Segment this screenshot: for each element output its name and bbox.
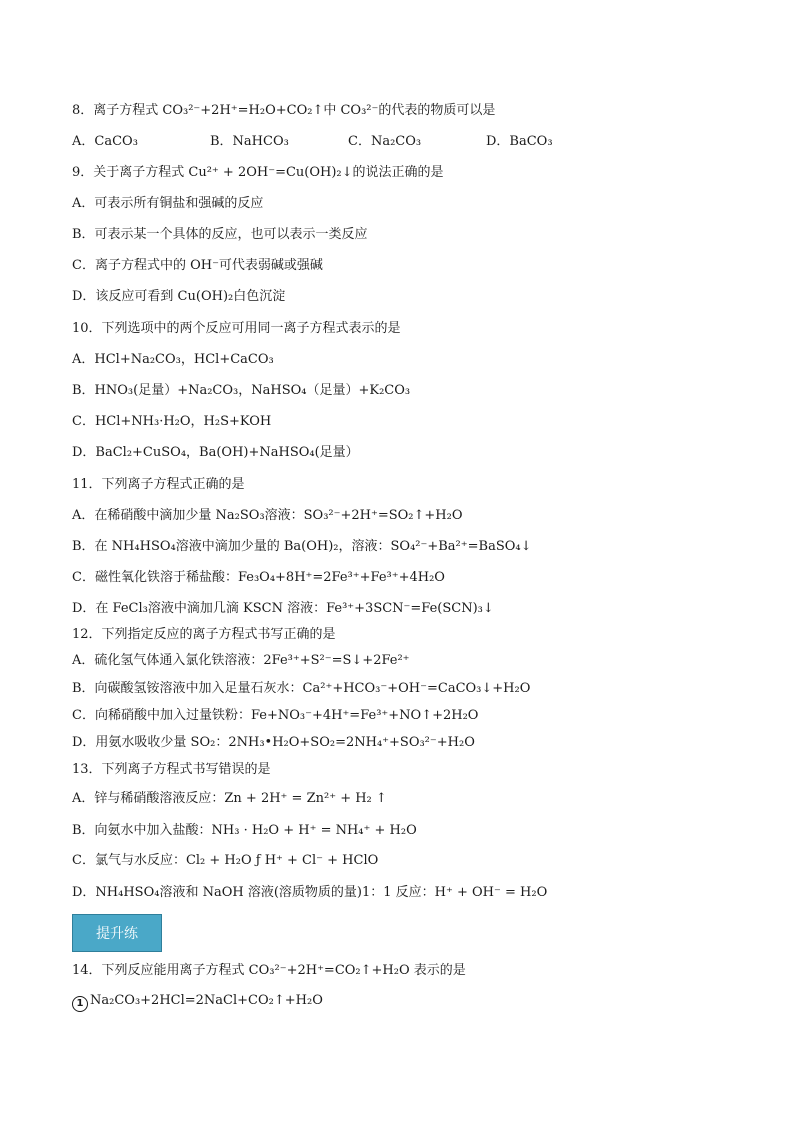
q13-option-a: A．锌与稀硝酸溶液反应：Zn + 2H⁺ = Zn²⁺ + H₂ ↑ xyxy=(72,791,387,806)
q9-option-a: A．可表示所有铜盐和强碱的反应 xyxy=(72,196,264,211)
q13-option-c: C．氯气与水反应：Cl₂ + H₂O ƒ H⁺ + Cl⁻ + HClO xyxy=(72,853,379,868)
question-13-stem: 13．下列离子方程式书写错误的是 xyxy=(72,762,271,777)
q9-option-d: D．该反应可看到 Cu(OH)₂白色沉淀 xyxy=(72,289,286,304)
question-12-stem: 12．下列指定反应的离子方程式书写正确的是 xyxy=(72,627,336,642)
q10-option-d: D．BaCl₂+CuSO₄，Ba(OH)+NaHSO₄(足量） xyxy=(72,445,359,460)
question-9-stem: 9．关于离子方程式 Cu²⁺ + 2OH⁻=Cu(OH)₂↓的说法正确的是 xyxy=(72,165,444,180)
q12-option-d: D．用氨水吸收少量 SO₂：2NH₃•H₂O+SO₂=2NH₄⁺+SO₃²⁻+H₂O xyxy=(72,735,475,750)
circled-number-1: 1 xyxy=(72,996,88,1012)
q12-option-b: B．向碳酸氢铵溶液中加入足量石灰水：Ca²⁺+HCO₃⁻+OH⁻=CaCO₃↓+H₂O xyxy=(72,681,531,696)
q11-option-b: B．在 NH₄HSO₄溶液中滴加少量的 Ba(OH)₂，溶液：SO₄²⁻+Ba²⁺=BaSO₄↓ xyxy=(72,539,532,554)
q14-item-1 xyxy=(72,992,754,1012)
q10-option-c: C．HCl+NH₃·H₂O，H₂S+KOH xyxy=(72,414,272,429)
q11-option-c: C．磁性氧化铁溶于稀盐酸：Fe₃O₄+8H⁺=2Fe³⁺+Fe³⁺+4H₂O xyxy=(72,570,445,585)
q14-item-1-text: Na₂CO₃+2HCl=2NaCl+CO₂↑+H₂O xyxy=(90,993,323,1008)
q11-option-a: A．在稀硝酸中滴加少量 Na₂SO₃溶液：SO₃²⁻+2H⁺=SO₂↑+H₂O xyxy=(72,508,463,523)
question-8-stem: 8．离子方程式 CO₃²⁻+2H⁺=H₂O+CO₂↑中 CO₃²⁻的代表的物质可以是 xyxy=(72,103,496,118)
q12-option-c: C．向稀硝酸中加入过量铁粉：Fe+NO₃⁻+4H⁺=Fe³⁺+NO↑+2H₂O xyxy=(72,708,479,723)
q13-option-b: B．向氨水中加入盐酸：NH₃ · H₂O + H⁺ = NH₄⁺ + H₂O xyxy=(72,823,417,838)
q8-option-d: D．BaCO₃ xyxy=(486,134,553,149)
question-10-stem: 10．下列选项中的两个反应可用同一离子方程式表示的是 xyxy=(72,321,401,336)
q11-option-d: D．在 FeCl₃溶液中滴加几滴 KSCN 溶液：Fe³⁺+3SCN⁻=Fe(SCN)₃↓ xyxy=(72,601,494,616)
q9-option-c: C．离子方程式中的 OH⁻可代表弱碱或强碱 xyxy=(72,258,323,273)
question-11-stem: 11．下列离子方程式正确的是 xyxy=(72,477,245,492)
q8-option-b: B．NaHCO₃ xyxy=(210,134,289,149)
q10-option-b: B．HNO₃(足量）+Na₂CO₃，NaHSO₄（足量）+K₂CO₃ xyxy=(72,383,411,398)
q8-option-a: A．CaCO₃ xyxy=(72,134,138,149)
section-badge-advanced: 提升练 xyxy=(72,914,162,952)
q13-option-d: D．NH₄HSO₄溶液和 NaOH 溶液(溶质物质的量)1：1 反应：H⁺ + OH⁻ = H₂O xyxy=(72,885,548,900)
q9-option-b: B．可表示某一个具体的反应，也可以表示一类反应 xyxy=(72,227,368,242)
q12-option-a: A．硫化氢气体通入氯化铁溶液：2Fe³⁺+S²⁻=S↓+2Fe²⁺ xyxy=(72,653,410,668)
q10-option-a: A．HCl+Na₂CO₃，HCl+CaCO₃ xyxy=(72,352,274,367)
q8-option-c: C．Na₂CO₃ xyxy=(348,134,422,149)
question-14-stem: 14．下列反应能用离子方程式 CO₃²⁻+2H⁺=CO₂↑+H₂O 表示的是 xyxy=(72,963,466,978)
